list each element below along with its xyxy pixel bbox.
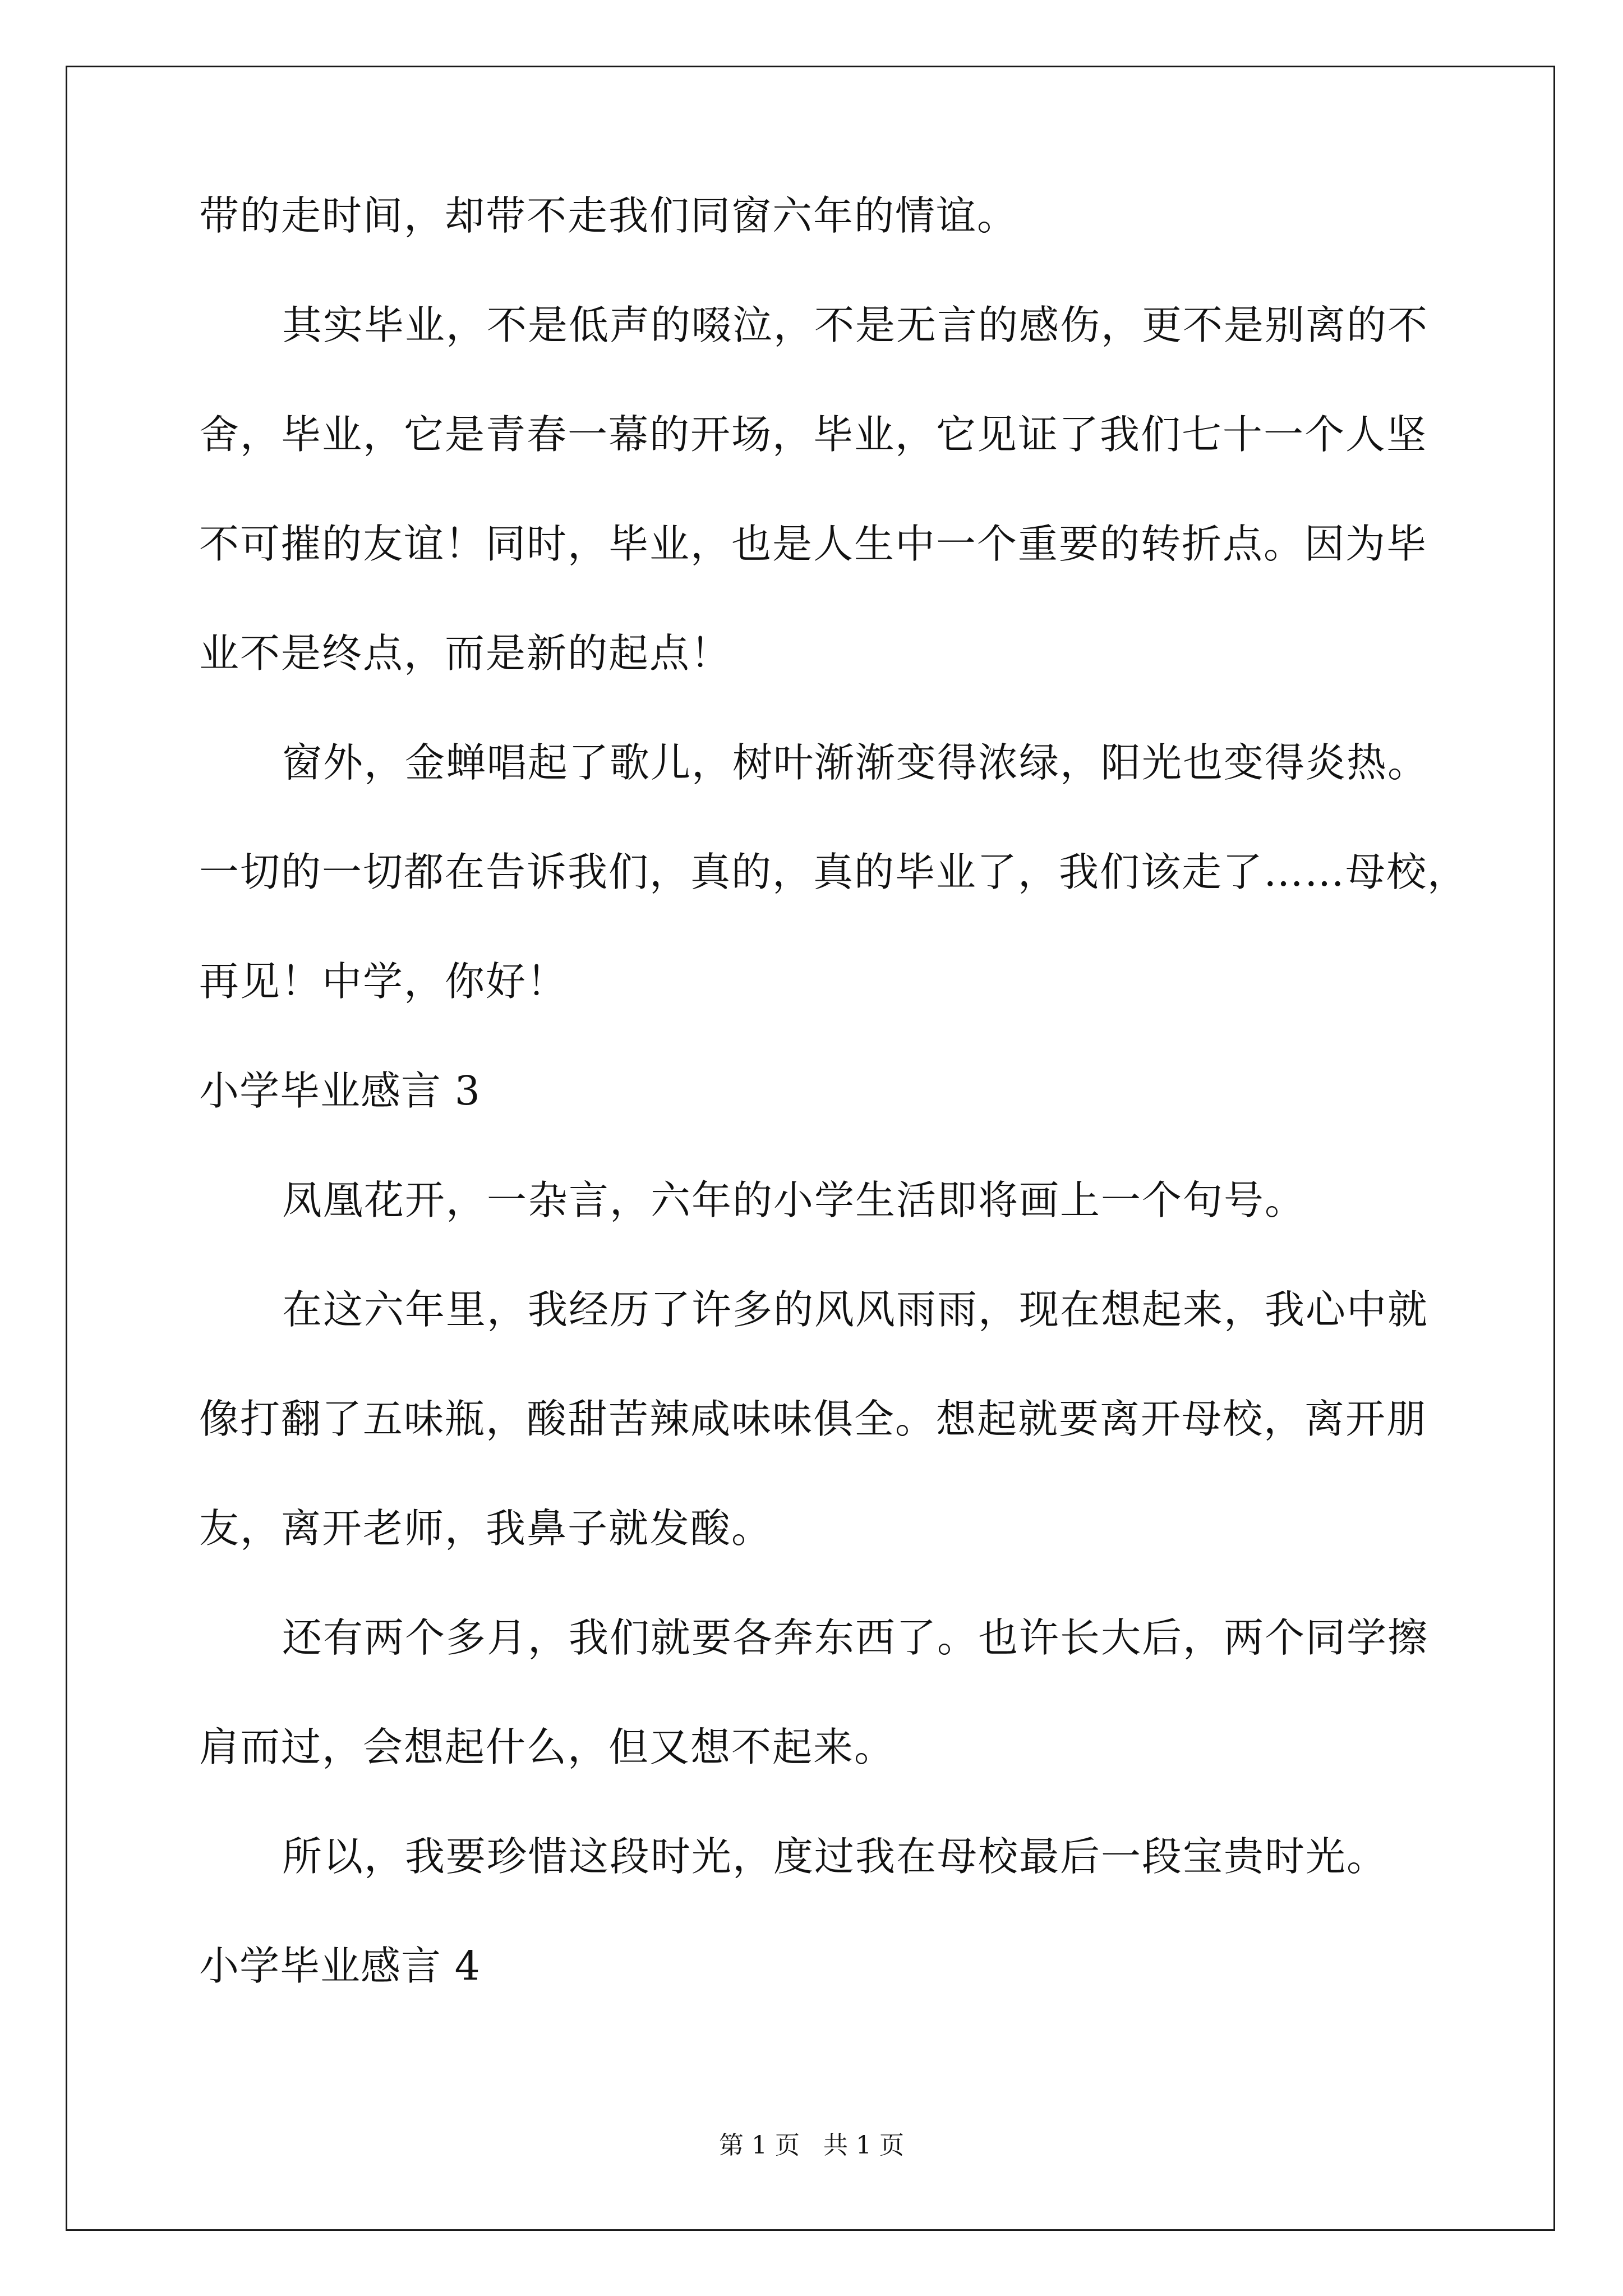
paragraph-line: 再见！中学，你好！ — [199, 958, 568, 1005]
paragraph-line: 所以，我要珍惜这段时光，度过我在母校最后一段宝贵时光。 — [282, 1833, 1388, 1880]
paragraph-line: 还有两个多月，我们就要各奔东西了。也许长大后，两个同学擦 — [282, 1614, 1429, 1661]
paragraph-line: 一切的一切都在告诉我们，真的，真的毕业了，我们该走了……母校， — [199, 849, 1469, 895]
paragraph-line: 不可摧的友谊！同时，毕业，也是人生中一个重要的转折点。因为毕 — [199, 521, 1428, 567]
paragraph-line: 业不是终点，而是新的起点！ — [199, 630, 732, 677]
paragraph-line: 友，离开老师，我鼻子就发酸。 — [199, 1505, 773, 1552]
paragraph-line: 像打翻了五味瓶，酸甜苦辣咸味味俱全。想起就要离开母校，离开朋 — [199, 1396, 1428, 1442]
paragraph-line: 在这六年里，我经历了许多的风风雨雨，现在想起来，我心中就 — [282, 1286, 1429, 1333]
paragraph-line: 窗外，金蝉唱起了歌儿，树叶渐渐变得浓绿，阳光也变得炎热。 — [282, 739, 1429, 786]
section-heading: 小学毕业感言 3 — [199, 1068, 481, 1114]
section-heading: 小学毕业感言 4 — [199, 1943, 481, 1989]
page-border — [66, 66, 1555, 2231]
paragraph-line: 肩而过，会想起什么，但又想不起来。 — [199, 1724, 896, 1770]
paragraph-line: 其实毕业，不是低声的啜泣，不是无言的感伤，更不是别离的不 — [282, 302, 1429, 348]
paragraph-line: 凤凰花开，一杂言，六年的小学生活即将画上一个句号。 — [282, 1177, 1306, 1223]
paragraph-line: 舍，毕业，它是青春一幕的开场，毕业，它见证了我们七十一个人坚 — [199, 411, 1428, 458]
page-footer: 第 1 页 共 1 页 — [719, 2131, 904, 2160]
paragraph-line: 带的走时间，却带不走我们同窗六年的情谊。 — [199, 192, 1018, 239]
